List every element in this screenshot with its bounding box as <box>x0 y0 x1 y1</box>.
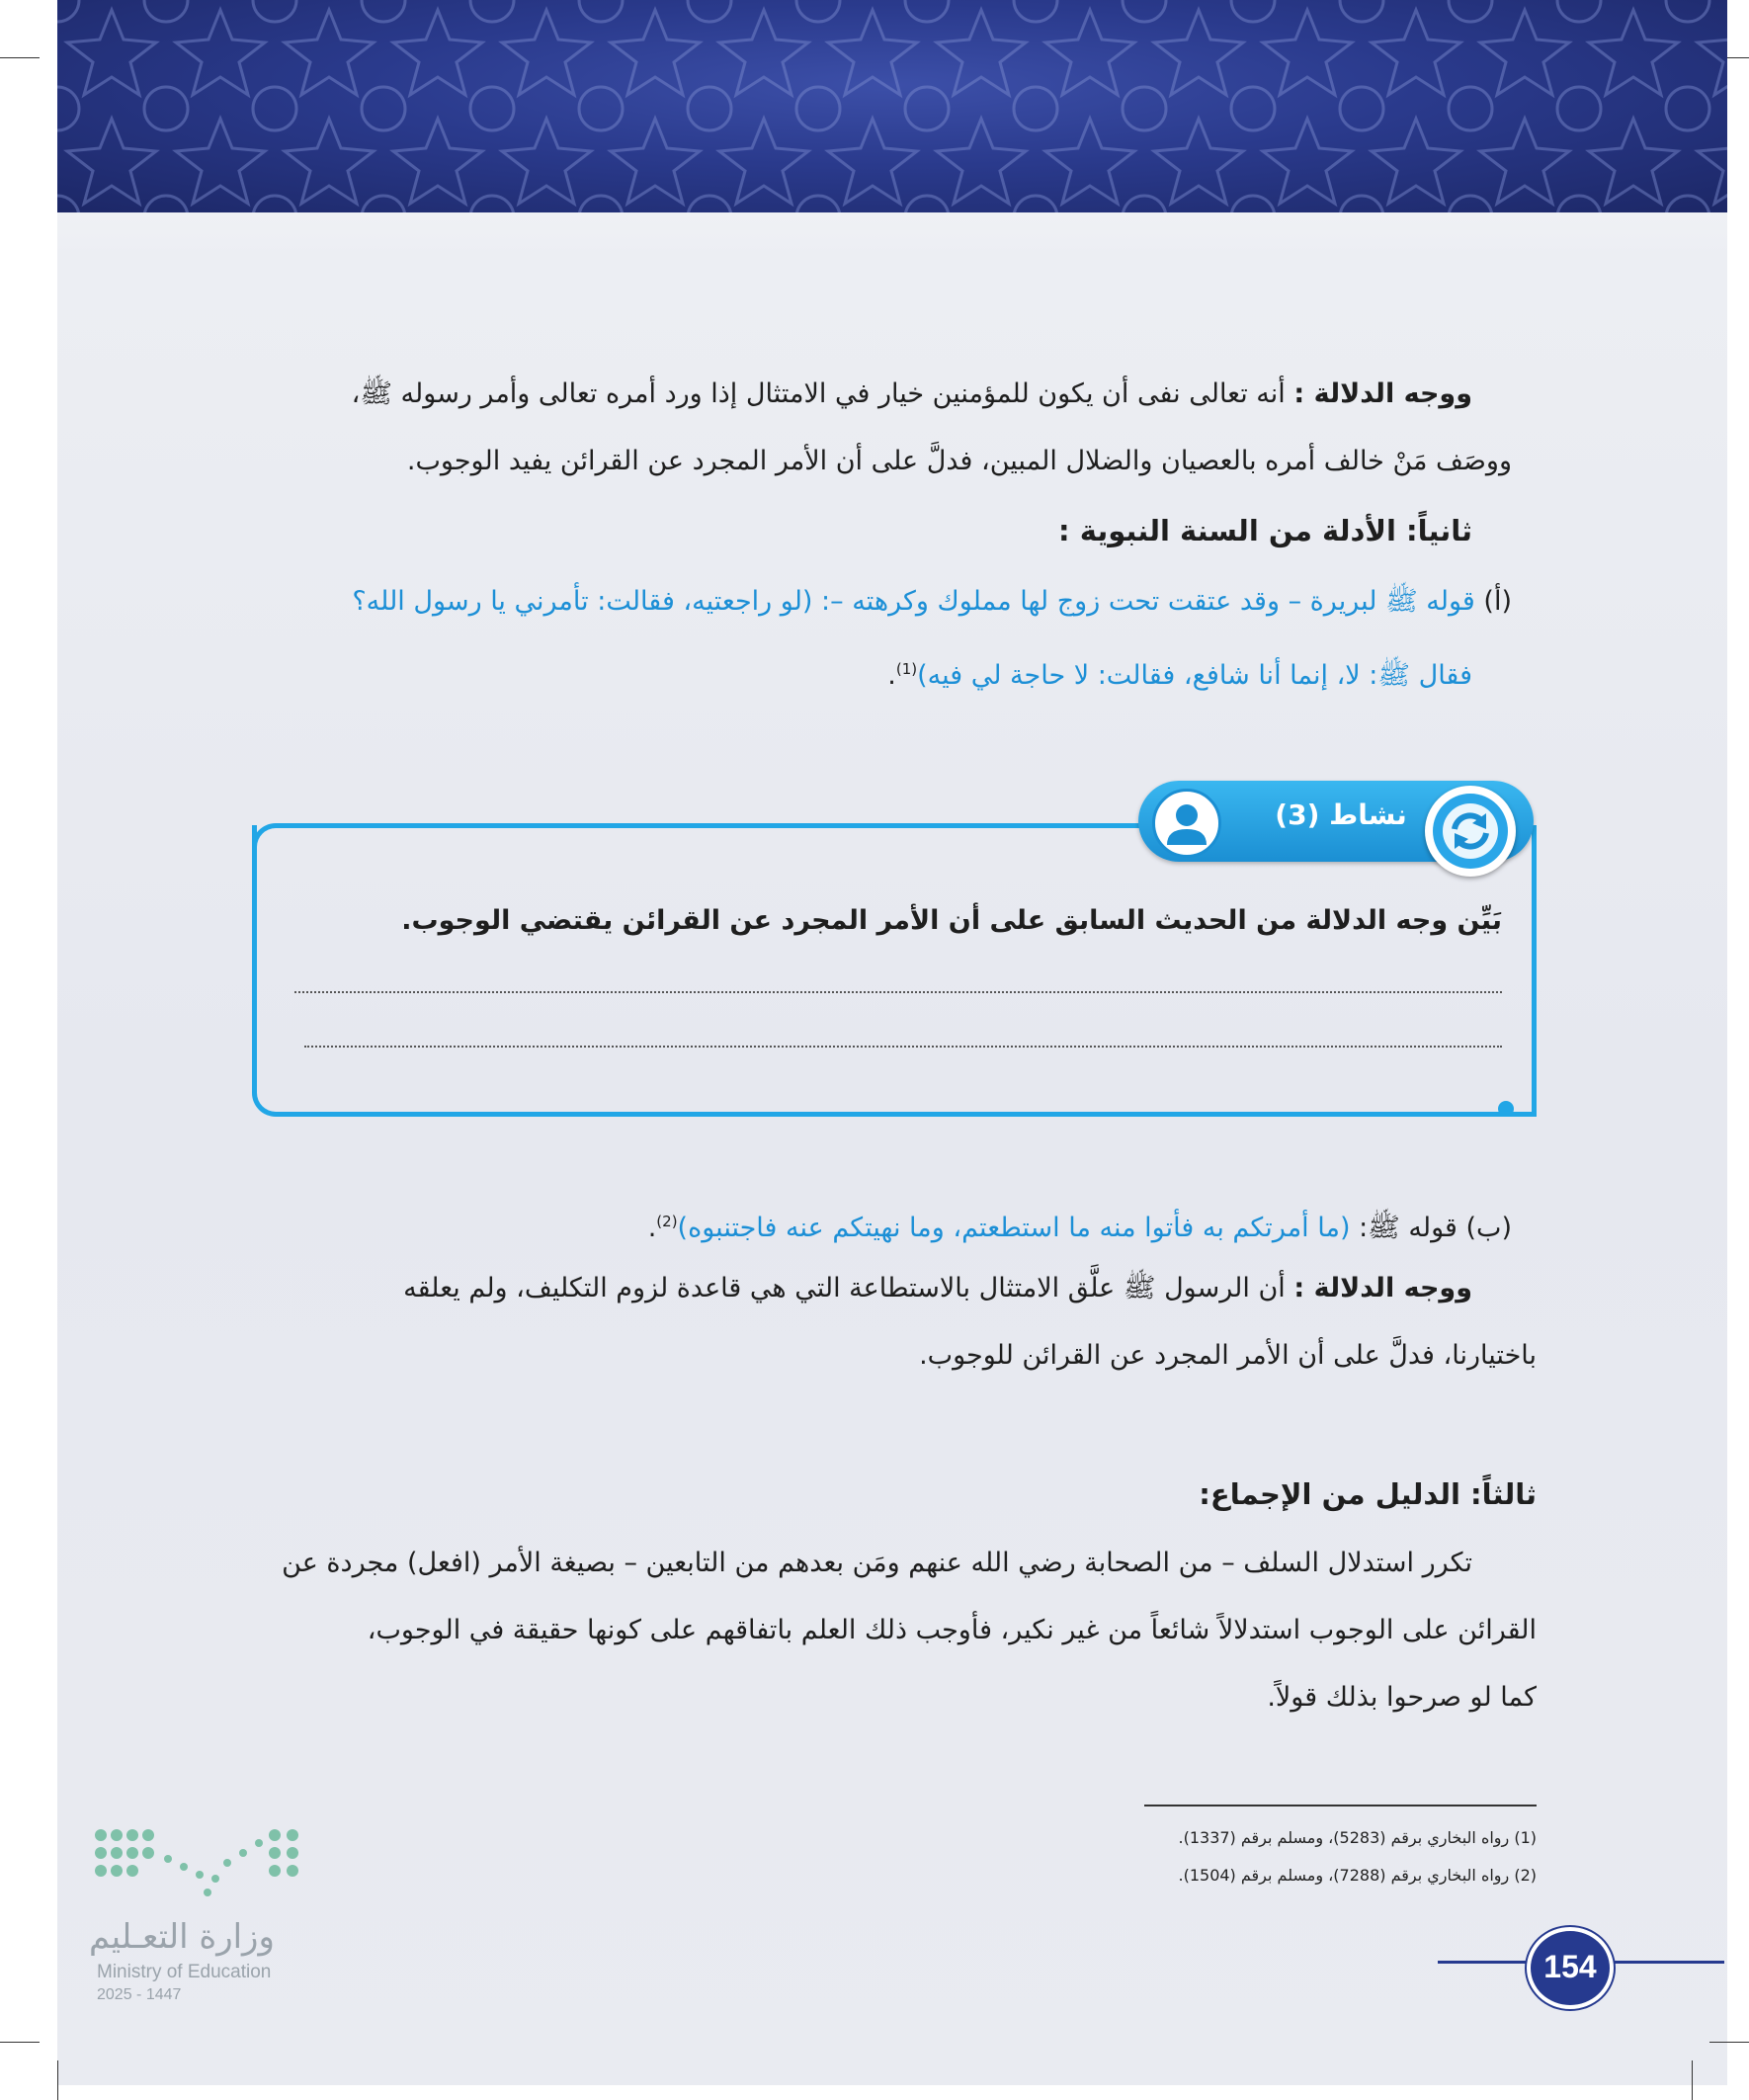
paragraph-line: القرائن على الوجوب استدلالاً شائعاً من غير نكير، فأوجب ذلك العلم باتفاقهم على كونها حقيقة في الوجوب، <box>367 1615 1537 1645</box>
header-banner <box>57 0 1727 212</box>
answer-line[interactable] <box>304 1046 1502 1048</box>
refresh-icon <box>1425 786 1516 877</box>
section-heading-sunnah: ثانياً: الأدلة من السنة النبوية : <box>1058 514 1472 547</box>
footnote-2: (2) رواه البخاري برقم (7288)، ومسلم برقم (1504). <box>1178 1866 1537 1885</box>
footnote-ref-2: (2) <box>656 1213 678 1230</box>
hadith-b <box>227 1188 1512 1262</box>
logo-year-text: 2025 - 1447 <box>97 1986 182 2003</box>
punctuation: . <box>887 660 896 691</box>
dalala-paragraph-1 <box>227 361 1512 495</box>
crop-mark <box>0 57 40 58</box>
logo-english-text: Ministry of Education <box>97 1962 272 1982</box>
answer-line[interactable] <box>294 991 1502 993</box>
page-number: 154 <box>1543 1949 1597 1984</box>
paragraph-line: ووصَف مَنْ خالف أمره بالعصيان والضلال المبين، فدلَّ على أن الأمر المجرد عن القرائن يفيد الوجوب. <box>406 446 1512 476</box>
hadith-a-prefix: (أ) <box>1483 586 1512 617</box>
hadith-b-quote: (ما أمرتكم به فأتوا منه ما استطعتم، وما نهيتكم عنه فاجتنبوه) <box>677 1213 1351 1243</box>
hadith-a-line2: فقال ﷺ: لا، إنما أنا شافع، فقالت: لا حاجة لي فيه) <box>917 660 1472 691</box>
dalala-label: ووجه الدلالة : <box>1293 378 1472 409</box>
hadith-b-prefix: (ب) قوله ﷺ: <box>1359 1213 1512 1243</box>
dalala-paragraph-2 <box>242 1255 1537 1389</box>
person-icon <box>1152 789 1221 858</box>
crop-mark <box>0 2042 40 2043</box>
footnote-separator <box>1144 1805 1537 1806</box>
hadith-a <box>188 568 1512 710</box>
dalala-label: ووجه الدلالة : <box>1293 1273 1472 1303</box>
section-heading-ijma: ثالثاً: الدليل من الإجماع: <box>1199 1477 1537 1511</box>
crop-mark <box>1692 2060 1693 2100</box>
crop-mark <box>1709 2042 1749 2043</box>
paragraph-line: كما لو صرحوا بذلك قولاً. <box>1267 1682 1537 1713</box>
footnote-1: (1) رواه البخاري برقم (5283)، ومسلم برقم (1337). <box>1178 1828 1537 1847</box>
geometric-pattern <box>57 0 1727 212</box>
crop-mark <box>57 2060 58 2100</box>
ministry-logo <box>89 1823 316 2021</box>
paragraph-line: أن الرسول ﷺ علَّق الامتثال بالاستطاعة التي هي قاعدة لزوم التكليف، ولم يعلقه <box>403 1273 1286 1303</box>
activity-title: نشاط (3) <box>1275 798 1407 831</box>
footnote-ref-1: (1) <box>895 660 918 678</box>
paragraph-line: أنه تعالى نفى أن يكون للمؤمنين خيار في الامتثال إذا ورد أمره تعالى وأمر رسوله ﷺ، <box>351 378 1286 409</box>
activity-top-rule <box>277 823 1166 828</box>
ijma-paragraph <box>242 1530 1537 1731</box>
logo-dots-graphic <box>89 1823 316 1902</box>
logo-arabic-text: وزارة التعـليم <box>89 1917 275 1957</box>
activity-box <box>252 825 1537 1117</box>
hadith-a-line1: قوله ﷺ لبريرة – وقد عتقت تحت زوج لها مملوك وكرهته –: (لو راجعتيه، فقالت: تأمرني يا رسول الله؟ <box>352 586 1475 617</box>
page-number-badge <box>1527 1927 1614 2009</box>
paragraph-line: تكرر استدلال السلف – من الصحابة رضي الله عنهم ومَن بعدهم من التابعين – بصيغة الأمر (افعل) مجردة عن <box>282 1548 1472 1578</box>
paragraph-line: باختيارنا، فدلَّ على أن الأمر المجرد عن القرائن للوجوب. <box>919 1340 1537 1371</box>
punctuation: . <box>647 1213 657 1243</box>
activity-prompt: بَيِّن وجه الدلالة من الحديث السابق على أن الأمر المجرد عن القرائن يقتضي الوجوب. <box>401 905 1502 936</box>
activity-bottom-dot <box>1498 1101 1514 1117</box>
